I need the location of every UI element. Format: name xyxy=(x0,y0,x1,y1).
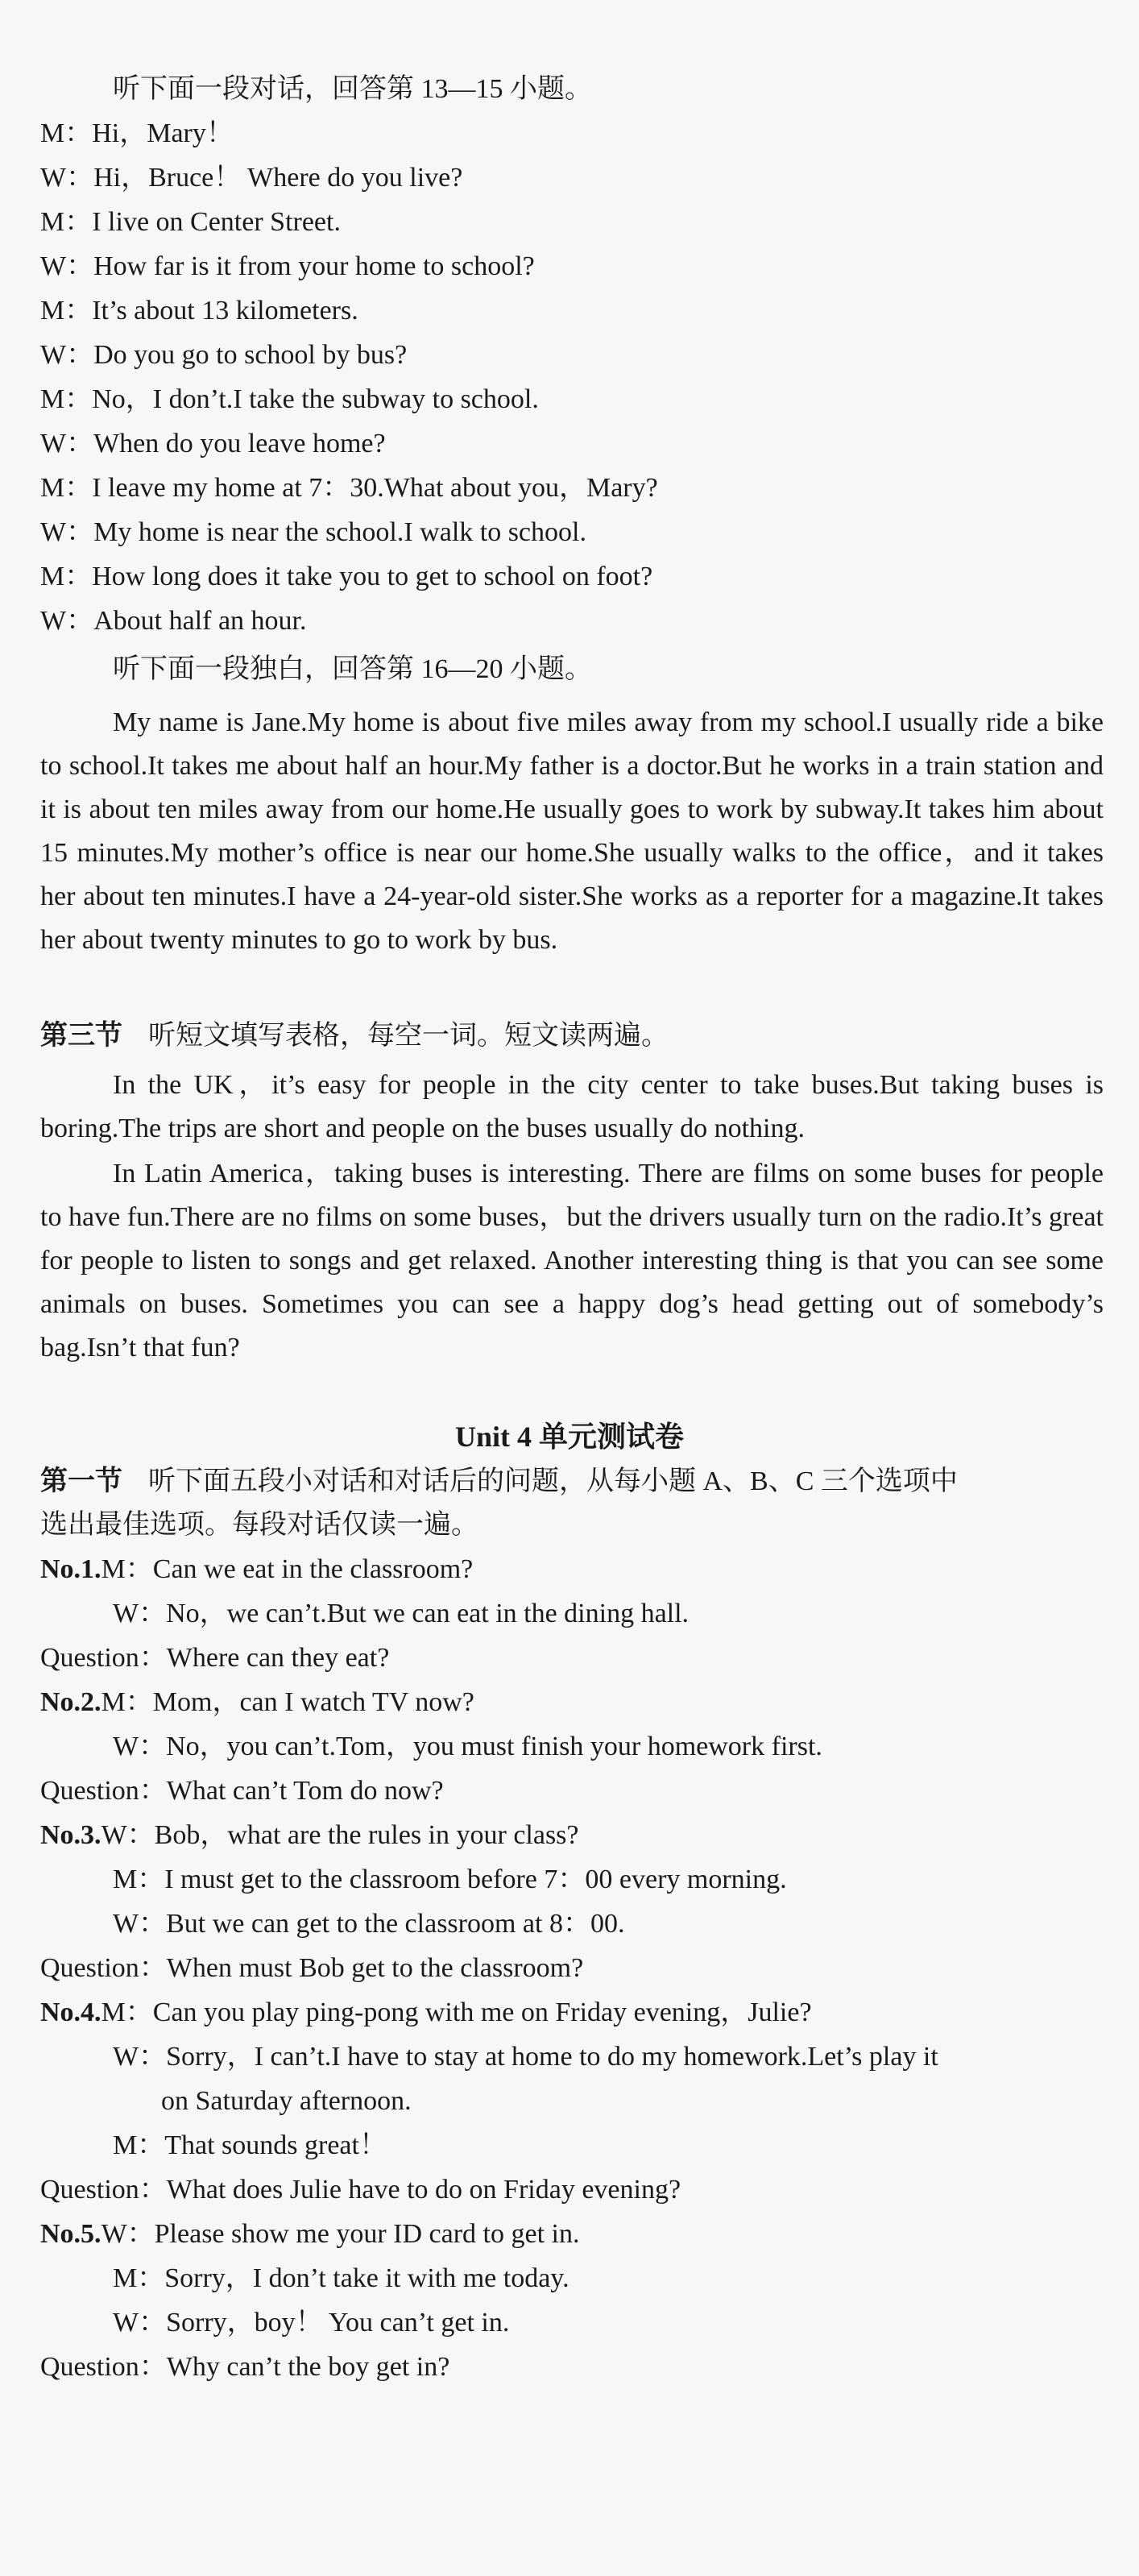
dialogue-line: W：When do you leave home? xyxy=(40,429,386,458)
unit4-section1-instructions: 听下面五段小对话和对话后的问题，从每小题 A、B、C 三个选项中 xyxy=(148,1466,958,1496)
question-prompt: Question：Why can’t the boy get in? xyxy=(40,2352,450,2382)
question-4 xyxy=(40,1996,812,2030)
question-number: No.3. xyxy=(40,1820,101,1850)
dialogue-line: W：No，we can’t.But we can eat in the dining hall. xyxy=(113,1599,690,1628)
question-prompt: Question：What does Julie have to do on Friday evening? xyxy=(40,2175,681,2205)
dialogue-line: M：Sorry，I don’t take it with me today. xyxy=(113,2263,570,2293)
dialogue-line: W：But we can get to the classroom at 8：00. xyxy=(113,1909,625,1939)
question-number: No.4. xyxy=(40,1997,101,2027)
question-number: No.2. xyxy=(40,1687,101,1717)
question-prompt: Question：Where can they eat? xyxy=(40,1643,390,1673)
dialogue-line: M：That sounds great！ xyxy=(113,2130,387,2160)
section3-number: 第三节 xyxy=(40,1021,122,1051)
question-number: No.5. xyxy=(40,2219,101,2249)
question-prompt: Question：What can’t Tom do now? xyxy=(40,1776,444,1806)
unit4-section1-heading xyxy=(40,1465,958,1499)
question-number: No.1. xyxy=(40,1554,101,1584)
dialogue-line: W：Sorry，boy！ You can’t get in. xyxy=(113,2308,510,2337)
dialogue-line: W：How far is it from your home to school? xyxy=(40,251,535,281)
monologue-paragraph: My name is Jane.My home is about five miles away from my school.I usually ride a bike to school.It takes me about half an hour.My father is a doctor.But he works in a train station and it is about ten miles away from our home.He usually goes to work by subway.It takes him about 15 minutes.My mother’s office is near our home.She usually walks to the office，and it takes her about ten minutes.I have a 24-year-old sister.She works as a reporter for a magazine.It takes her about twenty minutes to go to work by bus. xyxy=(40,707,1104,955)
dialogue-line: M：How long does it take you to get to school on foot? xyxy=(40,562,653,591)
question-1 xyxy=(40,1553,473,1587)
dialogue-line: W：Bob，what are the rules in your class? xyxy=(101,1820,579,1850)
section3-instructions: 听短文填写表格，每空一词。短文读两遍。 xyxy=(148,1021,669,1051)
unit4-section1-instructions-cont: 选出最佳选项。每段对话仅读一遍。 xyxy=(40,1510,478,1540)
question-2 xyxy=(40,1686,474,1719)
dialogue-line: M：It’s about 13 kilometers. xyxy=(40,296,358,326)
dialogue-line: M：Can we eat in the classroom? xyxy=(101,1554,474,1584)
unit4-section1-number: 第一节 xyxy=(40,1466,122,1496)
dialogue-line: M：Mom，can I watch TV now? xyxy=(101,1687,474,1717)
dialogue-line: M：I must get to the classroom before 7：00 every morning. xyxy=(113,1865,787,1894)
dialogue-line: W：Sorry，I can’t.I have to stay at home to do my homework.Let’s play it xyxy=(113,2042,938,2072)
question-prompt: Question：When must Bob get to the classroom? xyxy=(40,1953,584,1983)
dialogue-line-cont: on Saturday afternoon. xyxy=(161,2086,412,2116)
dialogue-line: M：Can you play ping-pong with me on Friday evening，Julie? xyxy=(101,1997,812,2027)
dialogue-line: W：My home is near the school.I walk to school. xyxy=(40,517,586,547)
dialogue-line: M：No，I don’t.I take the subway to school. xyxy=(40,384,539,414)
intro-16-20: 听下面一段独白，回答第 16—20 小题。 xyxy=(113,654,592,684)
dialogue-line: M：I leave my home at 7：30.What about you，Mary? xyxy=(40,473,658,503)
unit4-title: Unit 4 单元测试卷 xyxy=(454,1421,684,1453)
dialogue-line: W：About half an hour. xyxy=(40,606,307,636)
question-3 xyxy=(40,1819,579,1852)
question-5 xyxy=(40,2217,579,2251)
dialogue-line: M：Hi，Mary！ xyxy=(40,118,234,148)
dialogue-line: M：I live on Center Street. xyxy=(40,207,341,237)
section3-heading xyxy=(40,1019,669,1053)
dialogue-line: W：Hi，Bruce！ Where do you live? xyxy=(40,163,463,193)
intro-13-15: 听下面一段对话，回答第 13—15 小题。 xyxy=(113,74,592,104)
dialogue-line: W：No，you can’t.Tom，you must finish your homework first. xyxy=(113,1732,822,1761)
section3-paragraph-2: In Latin America，taking buses is interesting. There are films on some buses for people to have fun.There are no films on some buses，but the drivers usually turn on the radio.It’s great for people to listen to songs and get relaxed. Another interesting thing is that you can see some animals on buses. Sometimes you can see a happy dog’s head getting out of somebody’s bag.Isn’t that fun? xyxy=(40,1159,1104,1363)
dialogue-line: W：Please show me your ID card to get in. xyxy=(101,2219,580,2249)
dialogue-line: W：Do you go to school by bus? xyxy=(40,340,408,370)
section3-paragraph-1: In the UK，it’s easy for people in the city center to take buses.But taking buses is boring.The trips are short and people on the buses usually do nothing. xyxy=(40,1070,1104,1143)
